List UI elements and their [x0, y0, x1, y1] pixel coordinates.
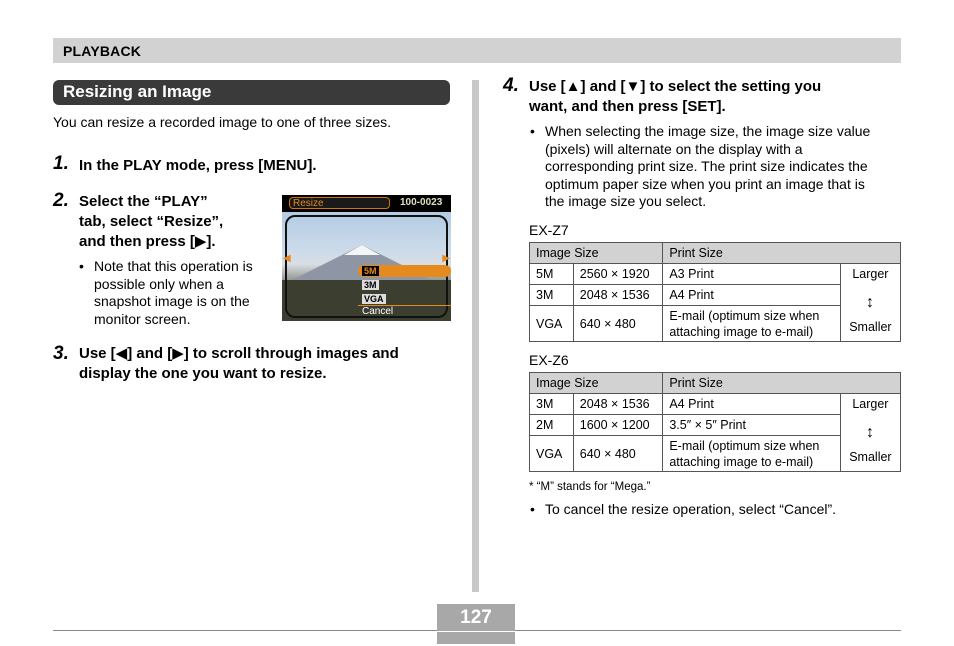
table-row — [530, 264, 901, 285]
table-header-print-size: Print Size — [663, 243, 901, 264]
note-line: • When selecting the image size, the image size value — [545, 123, 871, 139]
note-line: (pixels) will alternate on the display with a — [545, 140, 803, 157]
note-line: corresponding print size. The print size indicates the — [545, 158, 868, 174]
step-3-text — [79, 344, 399, 384]
section-header-bar — [53, 38, 901, 63]
page-number: 127 — [460, 607, 492, 628]
table-header-image-size: Image Size — [530, 373, 663, 394]
cell-print: E-mail (optimum size when attaching image to e-mail) — [663, 306, 840, 342]
footnote: * “M” stands for “Mega.” — [529, 481, 651, 493]
camera-menu-title: Resize — [289, 197, 390, 209]
camera-option-vga: VGA — [364, 294, 384, 304]
cell-print: A3 Print — [663, 264, 840, 285]
cell-pixels: 2048 × 1536 — [573, 394, 663, 415]
step-2-line: and then press [▶]. — [79, 233, 216, 250]
step-4-number: 4. — [503, 75, 519, 96]
note-line: possible only when a — [94, 275, 224, 292]
cancel-note: • To cancel the resize operation, select “Cancel”. — [545, 501, 836, 519]
cell-size: VGA — [530, 436, 574, 472]
cell-size: VGA — [530, 306, 574, 342]
camera-option-3m: 3M — [364, 280, 377, 290]
camera-size-menu — [358, 265, 451, 307]
note-line: • Note that this operation is — [94, 258, 253, 274]
cell-pixels: 2560 × 1920 — [573, 264, 663, 285]
cell-size: 5M — [530, 264, 574, 285]
cell-print: A4 Print — [663, 285, 840, 306]
intro-text: You can resize a recorded image to one of three sizes. — [53, 114, 392, 130]
cell-pixels: 640 × 480 — [573, 436, 663, 472]
cell-size: 2M — [530, 415, 574, 436]
section-header-label: PLAYBACK — [63, 43, 142, 59]
step-3-line: Use [◀] and [▶] to scroll through images and — [79, 345, 399, 362]
section-title-bar — [53, 80, 450, 105]
step-1-number: 1. — [53, 153, 69, 174]
left-arrow-icon: ◀ — [283, 253, 291, 264]
table-caption-ex-z6: EX-Z6 — [529, 352, 569, 368]
table-header-image-size: Image Size — [530, 243, 663, 264]
cell-print: 3.5″ × 5″ Print — [663, 415, 840, 436]
table-header-print-size: Print Size — [663, 373, 901, 394]
note-line: monitor screen. — [94, 310, 191, 327]
up-down-arrow-icon: ↕ — [866, 294, 874, 311]
cell-print: E-mail (optimum size when attaching image to e-mail) — [663, 436, 840, 472]
step-4-text — [529, 77, 821, 117]
step-3-number: 3. — [53, 343, 69, 364]
step-2-text — [79, 192, 223, 252]
step-2-note — [94, 258, 253, 328]
larger-label: Larger — [852, 267, 889, 281]
step-2-line: Select the “PLAY” — [79, 193, 208, 210]
step-1-text: In the PLAY mode, press [MENU]. — [79, 157, 317, 174]
section-title: Resizing an Image — [63, 82, 212, 101]
page-number-base — [437, 632, 515, 644]
note-line: optimum paper size when you print an image that is — [545, 175, 865, 192]
camera-cancel-label: Cancel — [362, 306, 394, 317]
size-table-ex-z6 — [529, 372, 901, 472]
cell-pixels: 640 × 480 — [573, 306, 663, 342]
note-line: the image size you select. — [545, 193, 707, 209]
note-line: snapshot image is on the — [94, 293, 250, 309]
right-arrow-icon: ▶ — [442, 253, 450, 264]
step-4-note — [545, 123, 870, 211]
step-4-line: Use [▲] and [▼] to select the setting you — [529, 78, 822, 95]
step-3-line: display the one you want to resize. — [79, 365, 327, 382]
camera-screen-image — [282, 195, 451, 321]
step-2-number: 2. — [53, 190, 69, 211]
camera-option-5m: 5M — [358, 265, 451, 277]
larger-label: Larger — [852, 397, 889, 411]
page-number-tab — [437, 604, 515, 644]
column-divider — [472, 80, 479, 592]
cell-pixels: 1600 × 1200 — [573, 415, 663, 436]
table-caption-ex-z7: EX-Z7 — [529, 222, 569, 238]
size-table-ex-z7 — [529, 242, 901, 342]
step-2-line: tab, select “Resize”, — [79, 213, 224, 230]
step-4-line: want, and then press [SET]. — [529, 98, 726, 115]
cell-print: A4 Print — [663, 394, 840, 415]
smaller-label: Smaller — [849, 450, 892, 464]
cell-size: 3M — [530, 394, 574, 415]
cell-size: 3M — [530, 285, 574, 306]
smaller-label: Smaller — [849, 320, 892, 334]
up-down-arrow-icon: ↕ — [866, 424, 874, 441]
cell-pixels: 2048 × 1536 — [573, 285, 663, 306]
camera-file-number: 100-0023 — [400, 197, 443, 208]
table-row — [530, 394, 901, 415]
